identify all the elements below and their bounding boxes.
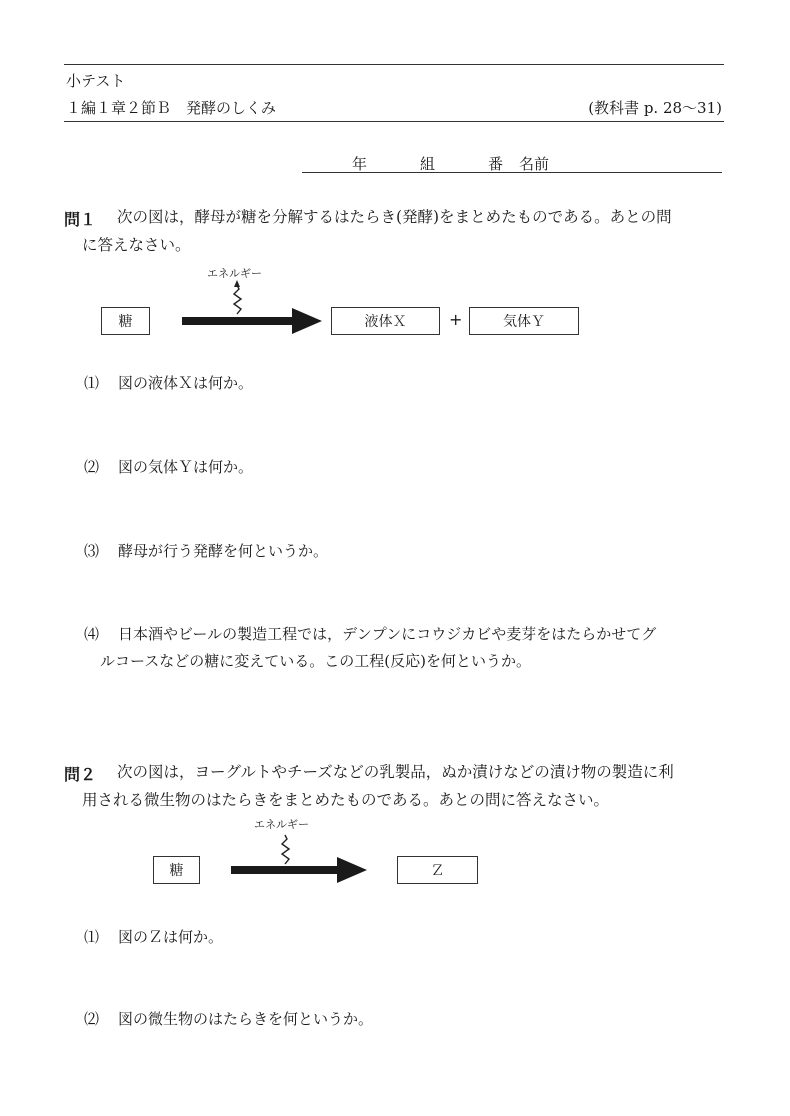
q2-sub2 — [84, 1006, 373, 1032]
q2-sub2-text: 図の微生物のはたらきを何というか。 — [118, 1010, 374, 1028]
q1-sub3-text: 酵母が行う発酵を何というか。 — [118, 542, 329, 560]
q2-energy-label: エネルギー — [254, 818, 309, 831]
q1-gas-y-box: 気体Ｙ — [469, 307, 579, 335]
q2-sub1 — [84, 924, 223, 950]
q1-energy-label: エネルギー — [207, 267, 262, 280]
q1-sub1 — [84, 370, 253, 396]
q1-sub1-text: 図の液体Ｘは何か。 — [118, 374, 254, 392]
number-label: 番 — [488, 155, 504, 173]
q1-text-cont: に答えなさい。 — [82, 236, 191, 254]
q2-z-box: Ｚ — [397, 856, 478, 884]
header-bottom-rule — [64, 121, 724, 122]
name-label: 名前 — [519, 155, 550, 173]
q1-liquid-x-box: 液体Ｘ — [331, 307, 440, 335]
q1-text: 次の図は，酵母が糖を分解するはたらき(発酵)をまとめたものである。あとの問 — [117, 208, 672, 226]
test-label: 小テスト — [66, 72, 126, 90]
year-label: 年 — [352, 155, 368, 173]
q1-sub3-number: ⑶ — [84, 542, 100, 560]
q1-sub2-text: 図の気体Ｙは何か。 — [118, 458, 254, 476]
q1-sub2-number: ⑵ — [84, 458, 100, 476]
name-line[interactable] — [302, 152, 722, 173]
q1-sub4-number: ⑷ — [84, 625, 100, 643]
q1-label: 問１ — [64, 210, 97, 229]
q1-sub1-number: ⑴ — [84, 374, 100, 392]
q2-text-cont: 用される微生物のはたらきをまとめたものである。あとの問に答えなさい。 — [82, 791, 610, 809]
textbook-reference: (教科書 p. 28〜31) — [588, 99, 722, 117]
q2-sub1-number: ⑴ — [84, 928, 100, 946]
q1-sub4 — [84, 621, 656, 647]
q2-reaction-arrow-icon — [231, 855, 369, 885]
q2-sub1-text: 図のＺは何か。 — [118, 928, 224, 946]
q2-sugar-box: 糖 — [153, 856, 200, 884]
q1-reaction-arrow-icon — [182, 306, 324, 336]
q1-sub3 — [84, 538, 328, 564]
header-top-rule — [64, 64, 724, 65]
class-label: 組 — [420, 155, 436, 173]
q1-sugar-box: 糖 — [101, 307, 150, 335]
q1-sub2 — [84, 454, 253, 480]
q1-sub4-text: 日本酒やビールの製造工程では，デンプンにコウジカビや麦芽をはたらかせてグ — [118, 625, 657, 643]
section-title: １編１章２節Ｂ 発酵のしくみ — [66, 99, 277, 117]
q2-text: 次の図は，ヨーグルトやチーズなどの乳製品，ぬか漬けなどの漬け物の製造に利 — [117, 763, 674, 781]
q1-plus-sign: + — [449, 310, 463, 329]
q2-label: 問２ — [64, 765, 97, 784]
q2-sub2-number: ⑵ — [84, 1010, 100, 1028]
q1-sub4-text-cont: ルコースなどの糖に変えている。この工程(反応)を何というか。 — [100, 652, 531, 670]
